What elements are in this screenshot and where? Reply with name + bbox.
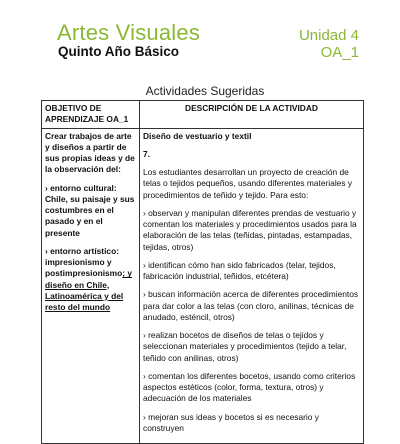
activity-step: › realizan bocetos de diseños de telas o tejidos y seleccionan materiales y procedimientos (tejido a telar, teñido con anilinas, otros) bbox=[143, 330, 347, 363]
objective-cultural: › entorno cultural: Chile, su paisaje y sus costumbres en el pasado y en el presente bbox=[45, 182, 135, 238]
section-title: Actividades Sugeridas bbox=[145, 84, 265, 98]
activities-table bbox=[41, 100, 364, 444]
activity-title: Diseño de vestuario y textil bbox=[143, 130, 252, 141]
activity-intro: Los estudiantes desarrollan un proyecto de creación de telas o tejidos pequeños, usando diferentes materiales y procedimientos de teñido y tejido. Para esto: bbox=[143, 167, 353, 200]
activity-step: › comentan los diferentes bocetos, usando como criterios aspectos estéticos (color, forma, textura, otros) y adecuación de los materiales bbox=[143, 370, 356, 404]
objective-design-text: ; y diseño en Chile, Latinoamérica y del resto del mundo bbox=[45, 268, 133, 312]
activity-cell bbox=[140, 128, 364, 444]
activity-step: › observan y manipulan diferentes prendas de vestuario y comentan los materiales y procedimientos usados para la elaboración de las telas (teñidas, pintadas, estampadas, tejidas, otros) bbox=[143, 207, 357, 252]
objective-cell bbox=[42, 128, 140, 444]
objective-artistic-text: › entorno artístico: impresionismo y postimpresionismo bbox=[45, 245, 123, 279]
objective-artistic bbox=[45, 246, 136, 314]
document-subtitle: Quinto Año Básico bbox=[58, 44, 179, 59]
objective-intro: Crear trabajos de arte y diseños a partir de sus propias ideas y de la observación del: bbox=[45, 130, 135, 175]
table-header-row bbox=[42, 101, 364, 129]
activity-step: › mejoran sus ideas y bocetos si es necesario y construyen bbox=[143, 411, 319, 433]
table-row bbox=[42, 128, 364, 444]
activity-number: 7. bbox=[143, 148, 150, 159]
page-header bbox=[0, 0, 400, 70]
objective-column-header: OBJETIVO DE APRENDIZAJE OA_1 bbox=[42, 101, 140, 129]
activity-step: › buscan información acerca de diferentes procedimientos para dar color a las telas (con cloro, anilinas, técnicas de anudado, esténcil, otros) bbox=[143, 289, 359, 322]
description-column-header: DESCRIPCIÓN DE LA ACTIVIDAD bbox=[140, 101, 364, 129]
activity-step: › identifican cómo han sido fabricados (telar, tejidos, fabricación industrial, teñidos, etcétera) bbox=[143, 259, 336, 281]
oa-label: OA_1 bbox=[320, 44, 359, 61]
document-title: Artes Visuales bbox=[57, 20, 201, 45]
unit-label: Unidad 4 bbox=[298, 27, 359, 44]
